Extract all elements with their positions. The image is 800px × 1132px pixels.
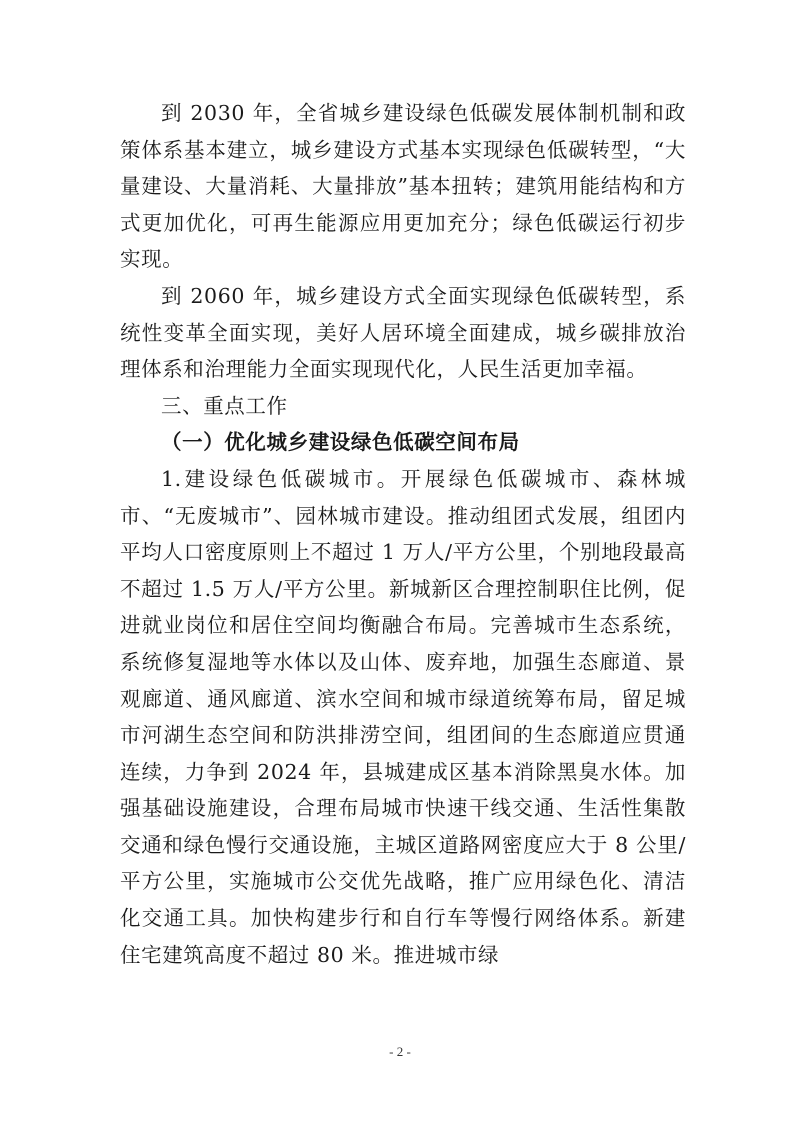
paragraph-2060-goal: 到 2060 年，城乡建设方式全面实现绿色低碳转型，系统性变革全面实现，美好人居环境全面建成，城乡碳排放治理体系和治理能力全面实现现代化，人民生活更加幸福。: [120, 283, 686, 382]
section-heading-key-work: 三、重点工作: [161, 393, 288, 418]
paragraph-green-low-carbon-city: 1.建设绿色低碳城市。开展绿色低碳城市、森林城市、“无废城市”、园林城市建设。推动组团式发展，组团内平均人口密度原则上不超过 1 万人/平方公里，个别地段最高不超过 1.5 万人/平方公里。新城新区合理控制职住比例，促进就业岗位和居住空间均衡融合布局。完善城市生态系统，系统修复湿地等水体以及山体、废弃地，加强生态廊道、景观廊道、通风廊道、滨水空间和城市绿道统筹布局，留足城市河湖生态空间和防洪排涝空间，组团间的生态廊道应贯通连续，力争到 2024 年，县城建成区基本消除黑臭水体。加强基础设施建设，合理布局城市快速干线交通、生活性集散交通和绿色慢行交通设施，主城区道路网密度应大于 8 公里/平方公里，实施城市公交优先战略，推广应用绿色化、清洁化交通工具。加快构建步行和自行车等慢行网络体系。新建住宅建筑高度不超过 80 米。推进城市绿: [120, 466, 686, 967]
document-body: [120, 95, 686, 973]
page-number: - 2 -: [389, 1044, 411, 1059]
subsection-heading-spatial-layout: （一）优化城乡建设绿色低碳空间布局: [161, 430, 520, 455]
paragraph-2030-goal: 到 2030 年，全省城乡建设绿色低碳发展体制机制和政策体系基本建立，城乡建设方式基本实现绿色低碳转型，“大量建设、大量消耗、大量排放”基本扭转；建筑用能结构和方式更加优化，可再生能源应用更加充分；绿色低碳运行初步实现。: [120, 101, 686, 272]
